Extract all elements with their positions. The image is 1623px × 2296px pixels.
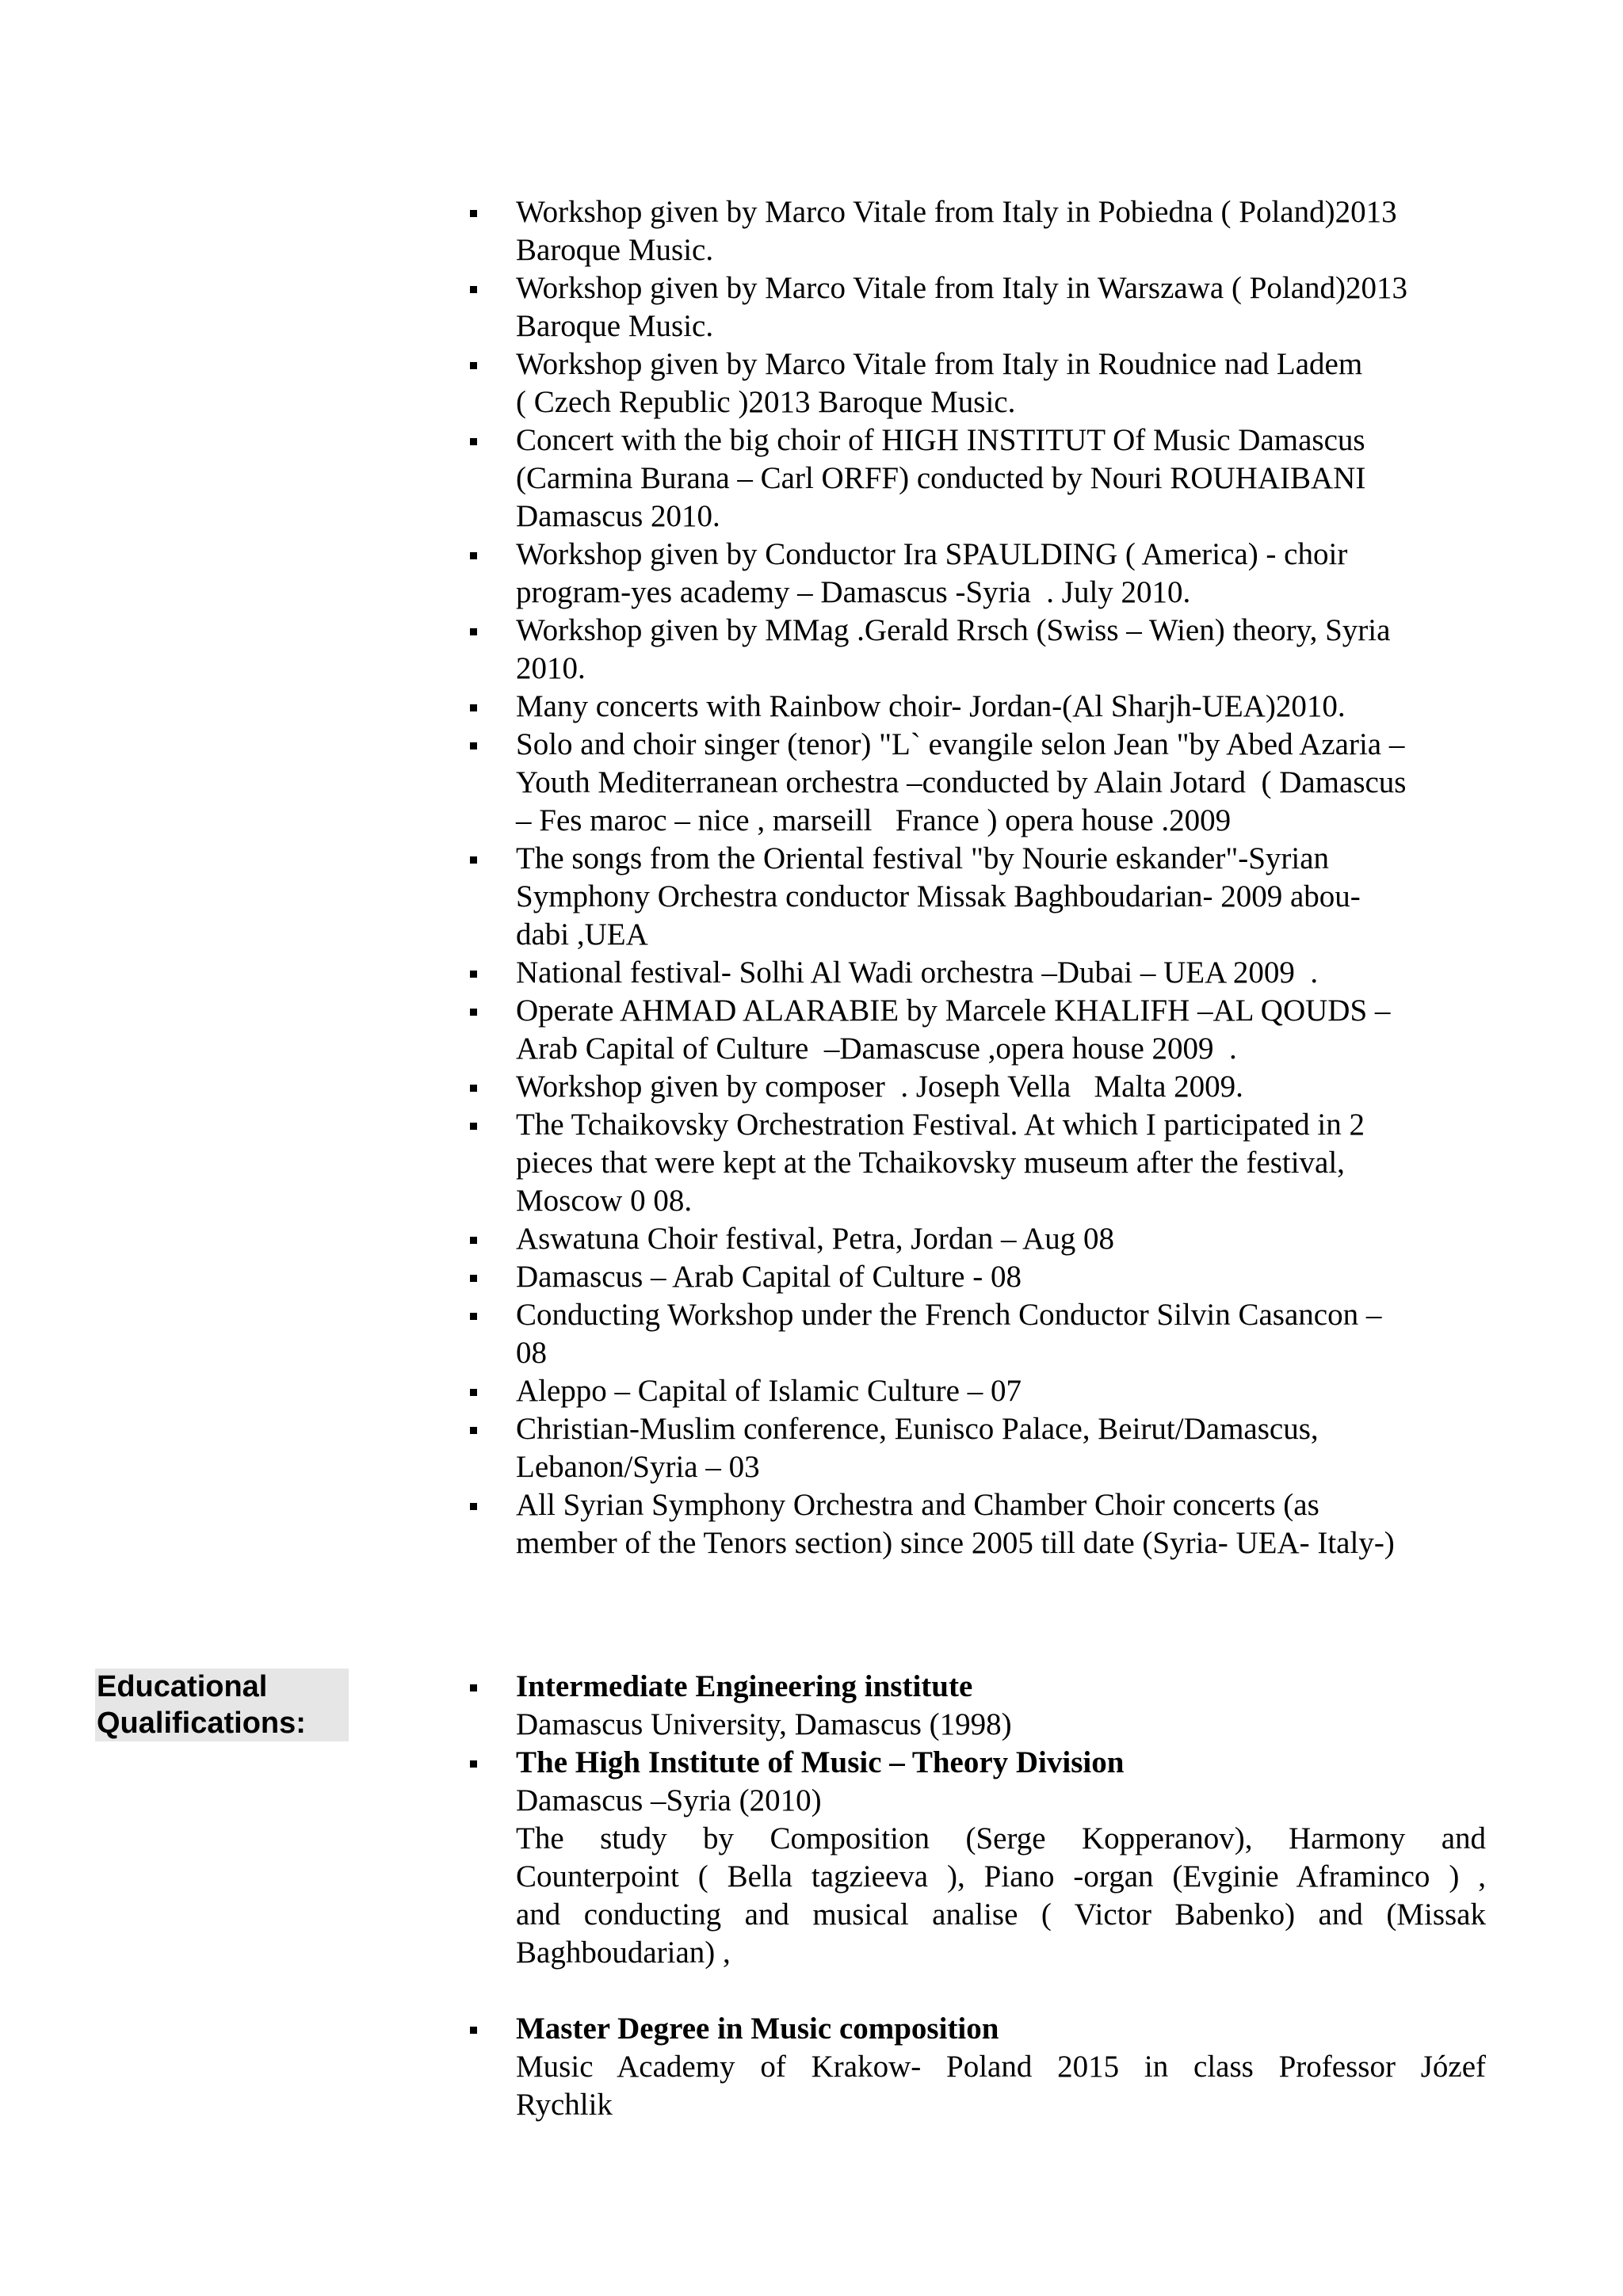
square-bullet-icon bbox=[470, 552, 477, 559]
education-study-line: Baghboudarian) , bbox=[516, 1936, 731, 1970]
square-bullet-icon bbox=[470, 1760, 477, 1768]
square-bullet-icon bbox=[470, 210, 477, 217]
list-item: Concert with the big choir of HIGH INSTITUT Of Music Damascus (Carmina Burana – Carl ORFF) conducted by Nouri ROUHAIBANI Damascus 2010. bbox=[456, 421, 1486, 536]
square-bullet-icon bbox=[470, 704, 477, 711]
education-study-line: The study by Composition (Serge Kopperanov), Harmony and bbox=[516, 1821, 1486, 1855]
square-bullet-icon bbox=[470, 1684, 477, 1691]
list-item: Operate AHMAD ALARABIE by Marcele KHALIFH –AL QOUDS – Arab Capital of Culture –Damascuse ,opera house 2009 . bbox=[456, 992, 1486, 1068]
education-title: Master Degree in Music composition bbox=[516, 2012, 999, 2046]
square-bullet-icon bbox=[470, 1275, 477, 1282]
list-item: National festival- Solhi Al Wadi orchestra –Dubai – UEA 2009 . bbox=[456, 954, 1486, 992]
list-item: The Tchaikovsky Orchestration Festival. At which I participated in 2 pieces that were kept at the Tchaikovsky museum after the festival, Moscow 0 08. bbox=[456, 1106, 1486, 1220]
square-bullet-icon bbox=[470, 1503, 477, 1510]
square-bullet-icon bbox=[470, 438, 477, 445]
list-item: Workshop given by MMag .Gerald Rrsch (Swiss – Wien) theory, Syria 2010. bbox=[456, 612, 1486, 688]
education-study-line: and conducting and musical analise ( Victor Babenko) and (Missak bbox=[516, 1897, 1486, 1932]
list-item: Workshop given by composer . Joseph Vella Malta 2009. bbox=[456, 1068, 1486, 1106]
square-bullet-icon bbox=[470, 742, 477, 749]
square-bullet-icon bbox=[470, 1085, 477, 1092]
square-bullet-icon bbox=[470, 971, 477, 978]
list-item: Workshop given by Conductor Ira SPAULDING ( America) - choir program-yes academy – Damascus -Syria . July 2010. bbox=[456, 536, 1486, 612]
education-detail: Damascus –Syria (2010) bbox=[516, 1783, 822, 1817]
square-bullet-icon bbox=[470, 1123, 477, 1130]
list-item: Christian-Muslim conference, Eunisco Palace, Beirut/Damascus, Lebanon/Syria – 03 bbox=[456, 1410, 1486, 1486]
list-item: Workshop given by Marco Vitale from Italy in Warszawa ( Poland)2013 Baroque Music. bbox=[456, 269, 1486, 345]
list-item: The songs from the Oriental festival "by Nourie eskander"-Syrian Symphony Orchestra conductor Missak Baghboudarian- 2009 abou- dabi ,UEA bbox=[456, 840, 1486, 954]
education-detail: Music Academy of Krakow- Poland 2015 in class Professor Józef bbox=[516, 2050, 1486, 2084]
square-bullet-icon bbox=[470, 1237, 477, 1244]
education-item bbox=[456, 2010, 1486, 2124]
section-label-line: Educational bbox=[97, 1670, 268, 1703]
square-bullet-icon bbox=[470, 628, 477, 635]
education-list bbox=[456, 1668, 1486, 2124]
list-item: Solo and choir singer (tenor) "L` evangile selon Jean "by Abed Azaria – Youth Mediterranean orchestra –conducted by Alain Jotard ( Damascus – Fes maroc – nice , marseill France ) opera house .2009 bbox=[456, 726, 1486, 840]
education-item bbox=[456, 1668, 1486, 1744]
square-bullet-icon bbox=[470, 856, 477, 864]
square-bullet-icon bbox=[470, 1389, 477, 1396]
list-item: Aleppo – Capital of Islamic Culture – 07 bbox=[456, 1372, 1486, 1410]
list-item: Damascus – Arab Capital of Culture - 08 bbox=[456, 1258, 1486, 1296]
list-item: Aswatuna Choir festival, Petra, Jordan – Aug 08 bbox=[456, 1220, 1486, 1258]
education-title: The High Institute of Music – Theory Division bbox=[516, 1745, 1125, 1779]
list-item: All Syrian Symphony Orchestra and Chamber Choir concerts (as member of the Tenors section) since 2005 till date (Syria- UEA- Italy-) bbox=[456, 1486, 1486, 1562]
list-item: Many concerts with Rainbow choir- Jordan-(Al Sharjh-UEA)2010. bbox=[456, 688, 1486, 726]
section-label-line: Qualifications: bbox=[97, 1707, 306, 1740]
section-label-educational-qualifications bbox=[95, 1669, 349, 1741]
education-detail: Rychlik bbox=[516, 2088, 613, 2122]
education-detail: Damascus University, Damascus (1998) bbox=[516, 1707, 1012, 1741]
square-bullet-icon bbox=[470, 362, 477, 369]
square-bullet-icon bbox=[470, 1427, 477, 1434]
list-spacer bbox=[456, 1972, 1486, 2010]
education-study-line: Counterpoint ( Bella tagzieeva ), Piano -organ (Evginie Aframinco ) , bbox=[516, 1859, 1486, 1894]
list-item: Workshop given by Marco Vitale from Italy in Pobiedna ( Poland)2013 Baroque Music. bbox=[456, 193, 1486, 269]
list-item: Workshop given by Marco Vitale from Italy in Roudnice nad Ladem ( Czech Republic )2013 Baroque Music. bbox=[456, 345, 1486, 421]
activities-list bbox=[456, 193, 1486, 1562]
square-bullet-icon bbox=[470, 286, 477, 293]
square-bullet-icon bbox=[470, 1313, 477, 1320]
education-item bbox=[456, 1744, 1486, 1972]
list-item: Conducting Workshop under the French Conductor Silvin Casancon – 08 bbox=[456, 1296, 1486, 1372]
square-bullet-icon bbox=[470, 2027, 477, 2034]
education-title: Intermediate Engineering institute bbox=[516, 1669, 973, 1703]
square-bullet-icon bbox=[470, 1009, 477, 1016]
